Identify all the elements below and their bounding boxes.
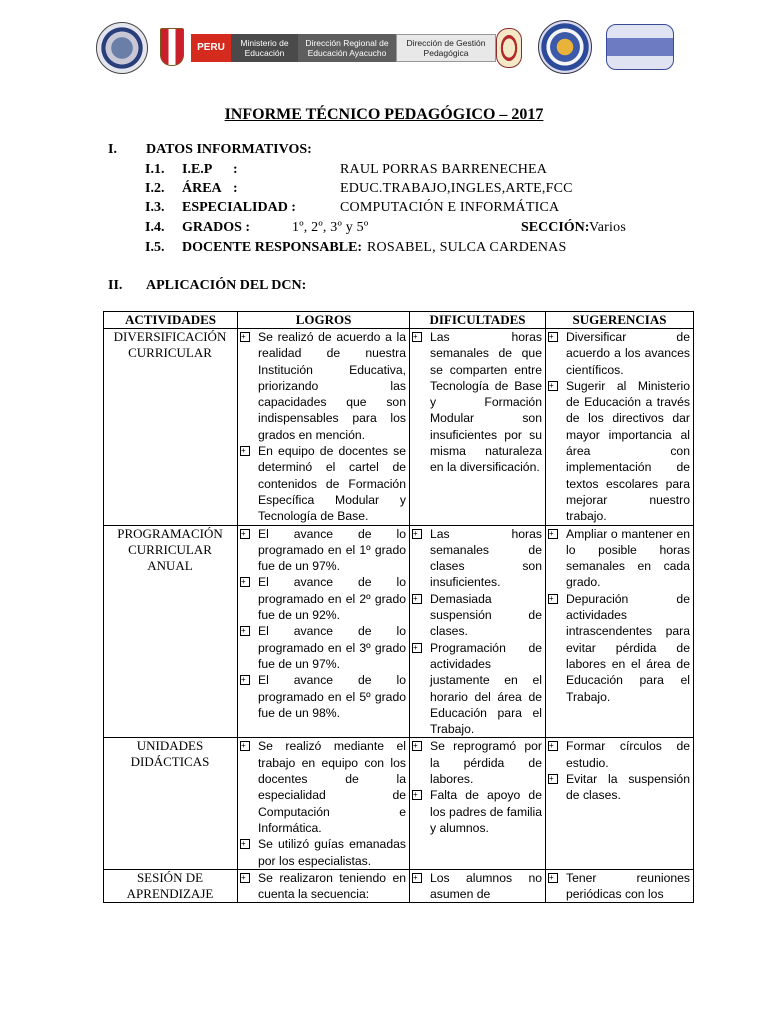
list-item: [240, 672, 406, 721]
cross-box-bullet-icon: +: [412, 594, 422, 604]
list-item-text: Las horas semanales de que se comparten entre Tecnología de Base y Formación Modular son insuficientes por su misma naturaleza en la diversificación.: [430, 330, 542, 475]
sugerencias-cell: [546, 869, 694, 903]
info-row-value: 1º, 2º, 3º y 5º: [292, 220, 369, 235]
info-row-key: ÁREA: [182, 181, 222, 196]
seccion-value: Varios: [589, 220, 626, 235]
list-item: [412, 526, 542, 591]
info-row-value: ROSABEL, SULCA CARDENAS: [367, 240, 567, 255]
sugerencias-list: [548, 329, 690, 525]
cross-box-bullet-icon: +: [240, 873, 250, 883]
list-item-text: El avance de lo programado en el 3º grado fue de un 97%.: [258, 624, 406, 671]
seccion-key: SECCIÓN:: [521, 220, 590, 235]
regional-seal-logo: [496, 28, 522, 68]
info-row-number: I.5.: [145, 240, 165, 255]
activity-cell: SESIÓN DE APRENDIZAJE: [104, 869, 238, 903]
list-item: [240, 526, 406, 575]
list-item: [548, 771, 690, 804]
info-row-colon: :: [233, 181, 238, 196]
section-number: I.: [108, 142, 117, 157]
list-item: [412, 640, 542, 738]
list-item-text: Diversificar de acuerdo a los avances científicos.: [566, 330, 690, 377]
list-item-text: El avance de lo programado en el 5º grado fue de un 98%.: [258, 673, 406, 720]
list-item: [240, 443, 406, 524]
list-item: [240, 329, 406, 443]
dificultades-cell: [410, 738, 546, 869]
logros-list: [240, 526, 406, 722]
document-title: INFORME TÉCNICO PEDAGÓGICO – 2017: [224, 106, 544, 123]
table-row: [104, 329, 694, 526]
cross-box-bullet-icon: +: [412, 643, 422, 653]
section-label: DATOS INFORMATIVOS:: [146, 142, 312, 157]
dificultades-list: [412, 526, 542, 738]
dificultades-cell: [410, 329, 546, 526]
cross-box-bullet-icon: +: [240, 741, 250, 751]
logros-list: [240, 329, 406, 525]
column-header: DIFICULTADES: [410, 312, 546, 329]
ugel-seal-logo: [538, 20, 592, 74]
logros-cell: [238, 869, 410, 903]
list-item-text: Se realizó mediante el trabajo en equipo con los docentes de la especialidad de Computación e Informática.: [258, 739, 406, 835]
cross-box-bullet-icon: +: [240, 529, 250, 539]
cross-box-bullet-icon: +: [548, 741, 558, 751]
list-item-text: En equipo de docentes se determinó el cartel de contenidos de Formación Específica Modular y Tecnología de Base.: [258, 444, 406, 524]
logros-cell: [238, 525, 410, 738]
cross-box-bullet-icon: +: [412, 332, 422, 342]
list-item: [240, 836, 406, 869]
list-item: [412, 787, 542, 836]
cross-box-bullet-icon: +: [412, 529, 422, 539]
table-row: [104, 869, 694, 903]
section-label: APLICACIÓN DEL DCN:: [146, 278, 307, 293]
logros-list: [240, 870, 406, 903]
list-item: [240, 623, 406, 672]
logros-list: [240, 738, 406, 868]
list-item-text: Se utilizó guías emanadas por los especialistas.: [258, 837, 406, 868]
logros-cell: [238, 738, 410, 869]
list-item-text: Demasiada suspensión de clases.: [430, 591, 542, 639]
dificultades-list: [412, 329, 542, 476]
cross-box-bullet-icon: +: [548, 332, 558, 342]
sugerencias-list: [548, 738, 690, 803]
info-row-number: I.1.: [145, 162, 165, 177]
cross-box-bullet-icon: +: [548, 381, 558, 391]
table-row: [104, 525, 694, 738]
institution-emblem-logo: [606, 24, 674, 70]
list-item-text: Programación de actividades justamente en el horario del área de Educación para el Trabajo.: [430, 640, 542, 737]
cross-box-bullet-icon: +: [412, 873, 422, 883]
dificultades-list: [412, 738, 542, 836]
cross-box-bullet-icon: +: [240, 839, 250, 849]
section-number: II.: [108, 278, 123, 293]
minedu-banner-logo: [191, 34, 496, 62]
info-row-value: EDUC.TRABAJO,INGLES,ARTE,FCC: [340, 181, 573, 196]
list-item-text: Se realizaron teniendo en cuenta la secuencia:: [258, 870, 406, 902]
list-item-text: Se realizó de acuerdo a la realidad de nuestra Institución Educativa, priorizando las capacidades que son indispensables para los grados en mención.: [258, 330, 406, 442]
list-item: [548, 378, 690, 525]
list-item: [412, 738, 542, 787]
info-row-number: I.4.: [145, 220, 165, 235]
list-item-text: El avance de lo programado en el 1º grado fue de un 97%.: [258, 526, 406, 574]
info-row-key: ESPECIALIDAD :: [182, 200, 296, 215]
list-item: [548, 329, 690, 378]
info-row-key: I.E.P: [182, 162, 213, 177]
direccion-gestion-label: Dirección de Gestión Pedagógica: [396, 34, 496, 62]
table-body: [104, 329, 694, 903]
column-header: ACTIVIDADES: [104, 312, 238, 329]
logros-cell: [238, 329, 410, 526]
list-item: [412, 870, 542, 903]
list-item: [412, 329, 542, 476]
header-logo-bar: [96, 18, 676, 78]
list-item-text: Los alumnos no asumen de: [430, 870, 542, 902]
list-item: [548, 738, 690, 771]
list-item-text: Evitar la suspensión de clases.: [566, 772, 690, 803]
activity-cell: DIVERSIFICACIÓN CURRICULAR: [104, 329, 238, 526]
sugerencias-list: [548, 526, 690, 705]
peru-label: PERU: [191, 34, 231, 62]
list-item: [240, 738, 406, 836]
peru-coat-of-arms-logo: [160, 28, 184, 66]
school-seal-logo: [96, 22, 148, 74]
dcn-table: [103, 311, 694, 903]
activity-cell: PROGRAMACIÓN CURRICULAR ANUAL: [104, 525, 238, 738]
dificultades-cell: [410, 525, 546, 738]
cross-box-bullet-icon: +: [548, 774, 558, 784]
list-item: [548, 591, 690, 705]
list-item: [548, 870, 690, 903]
table-row: [104, 738, 694, 869]
cross-box-bullet-icon: +: [240, 675, 250, 685]
info-row-value: RAUL PORRAS BARRENECHEA: [340, 162, 548, 177]
sugerencias-cell: [546, 329, 694, 526]
list-item-text: Ampliar o mantener en lo posible horas semanales en cada grado.: [566, 526, 690, 590]
list-item-text: Las horas semanales de clases son insuficientes.: [430, 526, 542, 590]
list-item-text: El avance de lo programado en el 2º grado fue de un 92%.: [258, 575, 406, 623]
list-item: [548, 526, 690, 591]
cross-box-bullet-icon: +: [240, 332, 250, 342]
ministerio-label: Ministerio de Educación: [231, 34, 298, 62]
cross-box-bullet-icon: +: [548, 594, 558, 604]
column-header: SUGERENCIAS: [546, 312, 694, 329]
cross-box-bullet-icon: +: [240, 626, 250, 636]
dificultades-list: [412, 870, 542, 903]
info-row-number: I.2.: [145, 181, 165, 196]
info-row-key: DOCENTE RESPONSABLE:: [182, 240, 363, 255]
list-item: [412, 591, 542, 640]
cross-box-bullet-icon: +: [548, 873, 558, 883]
column-header: LOGROS: [238, 312, 410, 329]
cross-box-bullet-icon: +: [240, 577, 250, 587]
list-item-text: Depuración de actividades intrascendentes para evitar pérdida de labores en el área de Educación para el Trabajo.: [566, 591, 690, 704]
cross-box-bullet-icon: +: [240, 446, 250, 456]
activity-cell: UNIDADES DIDÁCTICAS: [104, 738, 238, 869]
cross-box-bullet-icon: +: [412, 741, 422, 751]
info-row-key: GRADOS :: [182, 220, 251, 235]
list-item: [240, 870, 406, 903]
list-item-text: Tener reuniones periódicas con los: [566, 870, 690, 902]
cross-box-bullet-icon: +: [548, 529, 558, 539]
list-item-text: Sugerir al Ministerio de Educación a través de los directivos dar mayor importancia al área con implementación de textos escolares para mejorar nuestro trabajo.: [566, 378, 690, 524]
list-item-text: Se reprogramó por la pérdida de labores.: [430, 739, 542, 787]
cross-box-bullet-icon: +: [412, 790, 422, 800]
list-item-text: Formar círculos de estudio.: [566, 739, 690, 770]
sugerencias-cell: [546, 525, 694, 738]
sugerencias-cell: [546, 738, 694, 869]
info-row-number: I.3.: [145, 200, 165, 215]
direccion-regional-label: Dirección Regional de Educación Ayacucho: [298, 34, 396, 62]
info-row-value: COMPUTACIÓN E INFORMÁTICA: [340, 200, 560, 215]
info-row-colon: :: [233, 162, 238, 177]
list-item-text: Falta de apoyo de los padres de familia y alumnos.: [430, 788, 542, 835]
table-header-row: [104, 312, 694, 329]
sugerencias-list: [548, 870, 690, 903]
list-item: [240, 574, 406, 623]
dificultades-cell: [410, 869, 546, 903]
